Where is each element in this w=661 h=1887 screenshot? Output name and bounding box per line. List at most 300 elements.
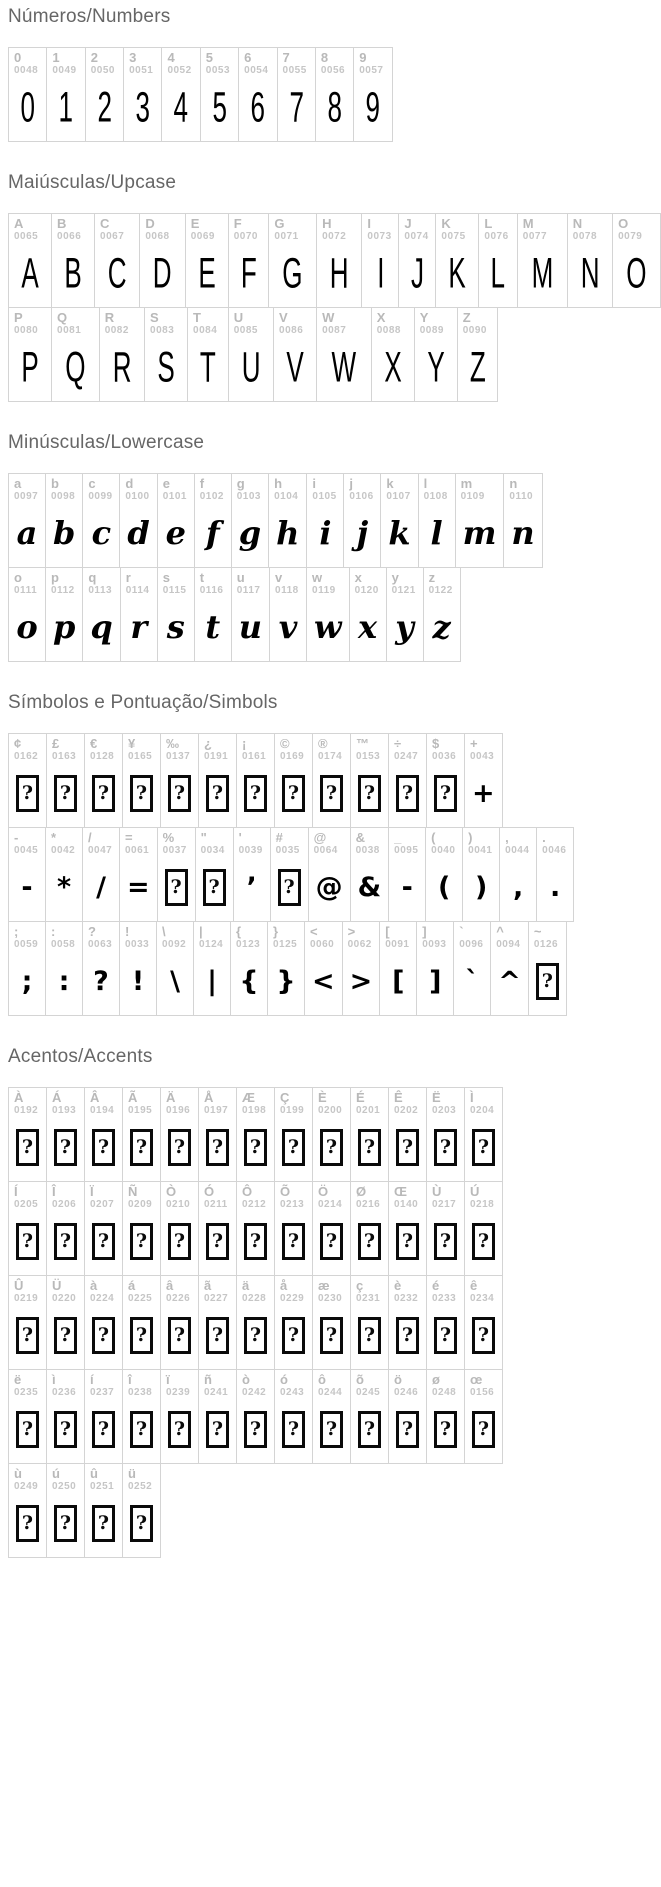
font-glyph: * [56, 871, 72, 903]
glyph-cell [160, 1275, 199, 1370]
glyph-area [367, 243, 393, 303]
missing-glyph-box-icon: ? [16, 1317, 39, 1354]
character-label: Î [52, 1184, 56, 1199]
glyph-cell [82, 921, 120, 1016]
font-glyph: 1 [58, 82, 74, 131]
font-glyph: > [349, 965, 373, 997]
unicode-codepoint: 0056 [320, 65, 346, 76]
missing-glyph-box-icon: ? [434, 775, 457, 812]
character-label: _ [394, 830, 402, 845]
unicode-codepoint: 0091 [385, 939, 410, 950]
font-glyph: { [239, 965, 259, 997]
character-label: p [51, 570, 59, 585]
glyph-cell [8, 567, 46, 662]
missing-glyph-box-icon: ? [92, 1505, 115, 1542]
font-glyph: ) [475, 871, 488, 903]
glyph-area [163, 597, 189, 657]
unicode-codepoint: 0075 [441, 231, 466, 242]
missing-glyph-box-icon: ? [92, 775, 115, 812]
glyph-cell [304, 921, 343, 1016]
glyph-area [244, 77, 271, 137]
character-label: ë [14, 1372, 22, 1387]
character-label: ; [14, 924, 19, 939]
glyph-cell [51, 307, 100, 402]
character-label: b [51, 476, 59, 491]
glyph-cell [122, 733, 161, 828]
glyph-area [52, 1399, 79, 1459]
unicode-codepoint: 0064 [313, 845, 338, 856]
font-glyph: 2 [97, 82, 112, 131]
unicode-codepoint: 0195 [128, 1105, 153, 1116]
glyph-area [322, 243, 356, 303]
glyph-cell [350, 1087, 389, 1182]
unicode-codepoint: 0252 [128, 1481, 153, 1492]
unicode-codepoint: 0162 [14, 751, 39, 762]
unicode-codepoint: 0106 [349, 491, 374, 502]
unicode-codepoint: 0108 [423, 491, 448, 502]
glyph-area [163, 857, 190, 917]
glyph-cell [46, 1275, 85, 1370]
unicode-codepoint: 0204 [470, 1105, 495, 1116]
font-glyph: = [127, 871, 150, 903]
font-glyph: w [314, 608, 342, 646]
character-label: & [355, 830, 366, 845]
unicode-codepoint: 0033 [125, 939, 150, 950]
unicode-codepoint: 0214 [318, 1199, 343, 1210]
section-numbers [8, 6, 661, 142]
character-label: î [128, 1372, 132, 1387]
glyph-cell [316, 307, 372, 402]
unicode-codepoint: 0229 [280, 1293, 305, 1304]
font-glyph: & [357, 871, 382, 903]
unicode-codepoint: 0218 [470, 1199, 495, 1210]
glyph-cell [157, 827, 196, 922]
glyph-cell [8, 921, 46, 1016]
character-label: É [356, 1090, 365, 1105]
missing-glyph-box-icon: ? [168, 1129, 191, 1166]
font-glyph: M [531, 248, 554, 297]
character-label: Ò [166, 1184, 177, 1199]
missing-glyph-box-icon: ? [206, 1317, 229, 1354]
character-label: ñ [204, 1372, 212, 1387]
glyph-area [496, 951, 523, 1011]
glyph-cell [464, 1181, 503, 1276]
font-glyph: K [448, 248, 467, 297]
character-label: 4 [167, 50, 175, 65]
font-glyph: ’ [246, 871, 257, 903]
glyph-area [166, 1117, 193, 1177]
font-glyph: y [395, 608, 414, 646]
unicode-codepoint: 0241 [204, 1387, 229, 1398]
font-glyph: q [90, 608, 113, 646]
glyph-area [394, 857, 420, 917]
font-glyph: A [21, 248, 39, 297]
unicode-codepoint: 0088 [376, 325, 401, 336]
glyph-cell [236, 733, 275, 828]
unicode-codepoint: 0103 [236, 491, 261, 502]
glyph-cell [8, 1087, 47, 1182]
glyph-area [280, 763, 307, 823]
glyph-area [204, 763, 231, 823]
unicode-codepoint: 0239 [166, 1387, 191, 1398]
glyph-cell [231, 473, 269, 568]
character-label: = [125, 830, 133, 845]
font-glyph: T [199, 342, 216, 391]
glyph-area [470, 1211, 497, 1271]
unicode-codepoint: 0248 [432, 1387, 457, 1398]
missing-glyph-box-icon: ? [168, 1223, 191, 1260]
glyph-cell [398, 213, 436, 308]
glyph-area [51, 951, 77, 1011]
glyph-area [90, 1399, 117, 1459]
glyph-cell [268, 213, 317, 308]
unicode-codepoint: 0231 [356, 1293, 381, 1304]
glyph-row [8, 827, 661, 922]
glyph-row [8, 1369, 661, 1464]
glyph-area [432, 763, 459, 823]
character-label: Â [90, 1090, 100, 1105]
glyph-cell [343, 473, 381, 568]
glyph-area [377, 337, 409, 397]
character-label: ™ [356, 736, 369, 751]
unicode-codepoint: 0084 [193, 325, 218, 336]
glyph-row [8, 921, 661, 1016]
glyph-cell [342, 921, 381, 1016]
glyph-cell [84, 1087, 123, 1182]
character-label: ó [280, 1372, 288, 1387]
unicode-codepoint: 0100 [125, 491, 150, 502]
unicode-codepoint: 0232 [394, 1293, 419, 1304]
glyph-area [236, 951, 262, 1011]
missing-glyph-box-icon: ? [130, 1505, 153, 1542]
glyph-cell [8, 1181, 47, 1276]
glyph-cell [426, 1275, 465, 1370]
glyph-area [199, 951, 225, 1011]
character-label: ¿ [204, 736, 212, 751]
unicode-codepoint: 0099 [88, 491, 113, 502]
glyph-row [8, 213, 661, 308]
glyph-cell [122, 1275, 161, 1370]
unicode-codepoint: 0121 [391, 585, 416, 596]
glyph-area [14, 1399, 41, 1459]
glyph-area [105, 337, 139, 397]
character-label: Ã [128, 1090, 138, 1105]
character-label: L [484, 216, 493, 231]
missing-glyph-box-icon: ? [244, 775, 267, 812]
glyph-row [8, 47, 661, 142]
glyph-area [166, 1305, 193, 1365]
glyph-area [128, 1399, 155, 1459]
unicode-codepoint: 0137 [166, 751, 191, 762]
font-glyph: C [107, 248, 127, 297]
unicode-codepoint: 0128 [90, 751, 115, 762]
character-label: K [441, 216, 451, 231]
glyph-cell [426, 1087, 465, 1182]
missing-glyph-box-icon: ? [396, 1223, 419, 1260]
glyph-cell [379, 921, 417, 1016]
character-label: Y [419, 310, 429, 325]
unicode-codepoint: 0067 [100, 231, 125, 242]
character-label: d [125, 476, 134, 491]
glyph-cell [51, 213, 95, 308]
glyph-cell [416, 921, 454, 1016]
character-label: . [542, 830, 546, 845]
unicode-codepoint: 0112 [51, 585, 75, 596]
glyph-area [394, 1117, 421, 1177]
unicode-codepoint: 0153 [356, 751, 381, 762]
unicode-codepoint: 0036 [432, 751, 457, 762]
character-label: k [386, 476, 394, 491]
glyph-area [128, 1493, 155, 1553]
character-label: Ï [90, 1184, 94, 1199]
unicode-codepoint: 0211 [204, 1199, 228, 1210]
unicode-codepoint: 0082 [104, 325, 129, 336]
character-label: Ç [280, 1090, 290, 1105]
missing-glyph-box-icon: ? [472, 1223, 495, 1260]
font-glyph: t [205, 608, 221, 646]
glyph-cell [8, 213, 52, 308]
character-label: Ö [318, 1184, 329, 1199]
character-label: % [162, 830, 175, 845]
glyph-area [385, 951, 411, 1011]
glyph-cell [119, 921, 157, 1016]
unicode-codepoint: 0059 [14, 939, 39, 950]
glyph-cell [8, 827, 46, 922]
font-glyph: r [130, 608, 148, 646]
glyph-cell [455, 473, 505, 568]
character-label: œ [470, 1372, 483, 1387]
glyph-cell [198, 1087, 237, 1182]
character-label: n [509, 476, 518, 491]
font-glyph: S [157, 342, 175, 391]
missing-glyph-box-icon: ? [130, 1411, 153, 1448]
character-label: á [128, 1278, 136, 1293]
glyph-cell [82, 473, 120, 568]
unicode-codepoint: 0119 [312, 585, 336, 596]
glyph-area [280, 1211, 307, 1271]
character-label: ] [422, 924, 427, 939]
glyph-area [191, 243, 223, 303]
font-glyph: 9 [365, 82, 381, 131]
font-glyph: 6 [250, 82, 266, 131]
unicode-codepoint: 0209 [128, 1199, 153, 1210]
glyph-area [523, 243, 562, 303]
glyph-cell [236, 1275, 275, 1370]
glyph-cell [464, 1369, 503, 1464]
glyph-cell [315, 47, 354, 142]
unicode-codepoint: 0090 [462, 325, 487, 336]
character-label: R [104, 310, 115, 325]
glyph-area [348, 951, 375, 1011]
character-label: F [233, 216, 242, 231]
glyph-cell [316, 213, 362, 308]
font-glyph: u [238, 608, 263, 646]
glyph-cell [269, 567, 307, 662]
glyph-area [356, 857, 384, 917]
unicode-codepoint: 0034 [200, 845, 225, 856]
glyph-area [14, 951, 40, 1011]
font-glyph: g [238, 514, 262, 552]
glyph-area [509, 503, 536, 563]
unicode-codepoint: 0037 [162, 845, 187, 856]
unicode-codepoint: 0244 [318, 1387, 343, 1398]
glyph-area [193, 337, 223, 397]
font-glyph: n [511, 514, 535, 552]
glyph-cell [536, 827, 574, 922]
section-accents [8, 1046, 661, 1558]
font-glyph: m [462, 514, 497, 552]
unicode-codepoint: 0230 [318, 1293, 343, 1304]
glyph-cell [236, 1369, 275, 1464]
glyph-area [125, 951, 151, 1011]
unicode-codepoint: 0054 [244, 65, 269, 76]
unicode-codepoint: 0203 [432, 1105, 457, 1116]
missing-glyph-box-icon: ? [282, 1223, 305, 1260]
unicode-codepoint: 0220 [52, 1293, 77, 1304]
glyph-cell [185, 213, 229, 308]
glyph-area [422, 951, 448, 1011]
character-label: m [460, 476, 473, 491]
character-label: , [505, 830, 509, 845]
missing-glyph-box-icon: ? [320, 775, 343, 812]
character-label: H [322, 216, 332, 231]
unicode-codepoint: 0235 [14, 1387, 39, 1398]
character-label: ï [166, 1372, 170, 1387]
glyph-row [8, 733, 661, 828]
unicode-codepoint: 0105 [312, 491, 337, 502]
font-glyph: 4 [173, 82, 189, 131]
glyph-cell [349, 567, 387, 662]
section-symbols [8, 692, 661, 1016]
unicode-codepoint: 0201 [356, 1105, 381, 1116]
character-label: £ [52, 736, 60, 751]
glyph-area [14, 243, 46, 303]
glyph-cell [160, 1087, 199, 1182]
glyph-cell [84, 1275, 123, 1370]
glyph-cell [84, 1369, 123, 1464]
glyph-cell [517, 213, 568, 308]
glyph-area [470, 1399, 497, 1459]
font-glyph: l [430, 514, 443, 552]
font-glyph: P [21, 342, 39, 391]
character-label: ô [318, 1372, 326, 1387]
unicode-codepoint: 0080 [14, 325, 39, 336]
unicode-codepoint: 0070 [233, 231, 258, 242]
character-label: $ [432, 736, 440, 751]
character-label: + [470, 736, 478, 751]
glyph-cell [122, 1087, 161, 1182]
character-label: 6 [244, 50, 252, 65]
glyph-cell [94, 213, 140, 308]
unicode-codepoint: 0043 [470, 751, 495, 762]
glyph-area [237, 597, 264, 657]
missing-glyph-box-icon: ? [92, 1129, 115, 1166]
character-label: Ñ [128, 1184, 138, 1199]
glyph-area [90, 763, 117, 823]
unicode-codepoint: 0111 [14, 585, 38, 596]
character-label: Ë [432, 1090, 441, 1105]
missing-glyph-box-icon: ? [472, 1411, 495, 1448]
character-label: ò [242, 1372, 250, 1387]
glyph-cell [388, 1275, 427, 1370]
missing-glyph-box-icon: ? [16, 775, 39, 812]
section-uppercase [8, 172, 661, 402]
unicode-codepoint: 0093 [422, 939, 447, 950]
glyph-area [150, 337, 182, 397]
font-glyph: ] [429, 965, 442, 997]
glyph-cell [144, 307, 188, 402]
glyph-cell [200, 47, 239, 142]
missing-glyph-box-icon: ? [92, 1411, 115, 1448]
missing-glyph-box-icon: ? [206, 1129, 229, 1166]
glyph-area [162, 951, 188, 1011]
glyph-area [280, 1117, 307, 1177]
unicode-codepoint: 0123 [236, 939, 261, 950]
missing-glyph-box-icon: ? [54, 1317, 77, 1354]
glyph-cell [157, 473, 195, 568]
glyph-area [463, 337, 493, 397]
glyph-cell [236, 1087, 275, 1182]
glyph-cell [388, 1087, 427, 1182]
unicode-codepoint: 0039 [238, 845, 263, 856]
glyph-cell [231, 567, 270, 662]
glyph-cell [85, 47, 124, 142]
missing-glyph-box-icon: ? [396, 1317, 419, 1354]
unicode-codepoint: 0249 [14, 1481, 39, 1492]
unicode-codepoint: 0097 [14, 491, 39, 502]
character-label: 0 [14, 50, 22, 65]
character-label: q [88, 570, 97, 585]
unicode-codepoint: 0227 [204, 1293, 229, 1304]
character-label: g [236, 476, 245, 491]
glyph-area [239, 857, 265, 917]
character-label: i [312, 476, 317, 491]
glyph-area [166, 763, 193, 823]
character-label: € [90, 736, 98, 751]
glyph-area [424, 503, 450, 563]
unicode-codepoint: 0104 [274, 491, 299, 502]
character-label: - [14, 830, 19, 845]
glyph-area [57, 243, 89, 303]
unicode-codepoint: 0044 [505, 845, 530, 856]
unicode-codepoint: 0213 [280, 1199, 305, 1210]
missing-glyph-box-icon: ? [282, 1317, 305, 1354]
glyph-area [51, 503, 77, 563]
font-glyph: X [384, 342, 402, 391]
character-label: O [618, 216, 629, 231]
glyph-cell [423, 567, 461, 662]
character-label: V [279, 310, 288, 325]
unicode-codepoint: 0205 [14, 1199, 39, 1210]
missing-glyph-box-icon: ? [54, 1223, 77, 1260]
character-label: j [349, 476, 354, 491]
unicode-codepoint: 0062 [347, 939, 372, 950]
glyph-area [312, 597, 344, 657]
glyph-cell [567, 213, 613, 308]
font-glyph: k [388, 514, 411, 552]
glyph-area [242, 1399, 269, 1459]
glyph-cell [350, 1275, 389, 1370]
glyph-area [234, 337, 268, 397]
character-label: ø [432, 1372, 440, 1387]
glyph-area [14, 857, 40, 917]
missing-glyph-box-icon: ? [92, 1317, 115, 1354]
font-glyph: x [358, 608, 378, 646]
font-glyph: / [96, 871, 106, 903]
glyph-area [91, 77, 118, 137]
glyph-cell [8, 47, 47, 142]
glyph-area [280, 1399, 307, 1459]
